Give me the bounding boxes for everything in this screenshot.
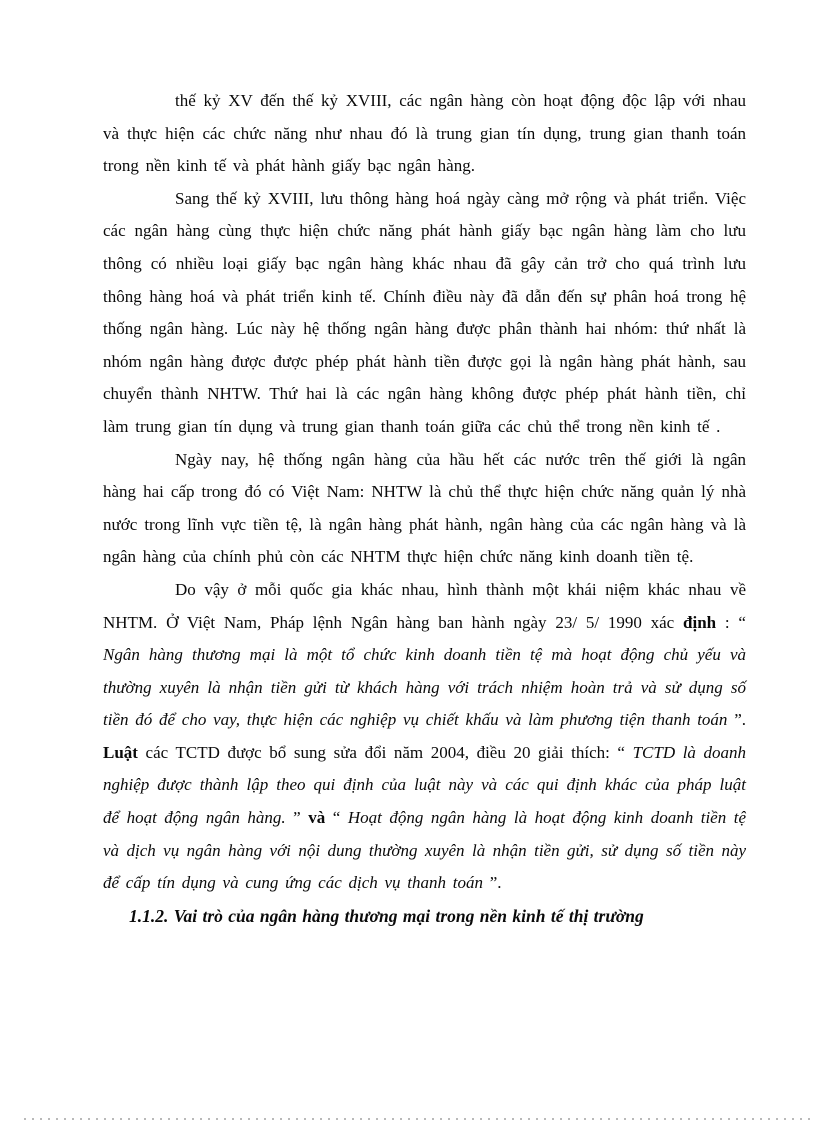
footer-dotted-line bbox=[24, 1118, 810, 1120]
paragraph-3 bbox=[103, 444, 746, 574]
text-segment-bold: và bbox=[308, 808, 326, 828]
text-segment-italic: Hoạt động ngân hàng là hoạt động kinh doanh tiền tệ và dịch vụ ngân hàng với nội dung thường xuyên là nhận tiền gửi, sử dụng số tiền này để cấp tín dụng và cung ứng các dịch vụ thanh toán bbox=[103, 808, 747, 893]
text-segment-italic: TCTD là doanh nghiệp được thành lập theo qui định của luật này và các qui định khác của pháp luật để hoạt động ngân hàng. bbox=[103, 742, 747, 828]
text-segment-normal: : “ bbox=[716, 612, 746, 632]
text-segment-normal: thế kỷ XV đến thế kỷ XVIII, các ngân hàng còn hoạt động độc lập với nhau và thực hiện các chức năng như nhau đó là trung gian tín dụng, trung gian thanh toán trong nền kinh tế và phát hành giấy bạc ngân hàng. bbox=[103, 91, 746, 176]
text-segment-bold-italic: 1.1.2. Vai trò của ngân hàng thương mại trong nền kinh tế thị trường bbox=[129, 905, 644, 926]
text-segment-normal: Sang thế kỷ XVIII, lưu thông hàng hoá ngày càng mở rộng và phát triển. Việc các ngân hàng cùng thực hiện chức năng phát hành giấy bạc ngân hàng làm cho lưu thông có nhiều loại giấy bạc ngân hàng khác nhau đã gây cản trở cho quá trình lưu thông hàng hoá và phát triển kinh tế. Chính điều này đã dẫn đến sự phân hoá trong hệ thống ngân hàng. Lúc này hệ thống ngân hàng được phân thành hai nhóm: thứ nhất là nhóm ngân hàng được được phép phát hành tiền được gọi là ngân hàng phát hành, sau chuyển thành NHTW. Thứ hai là các ngân hàng không được phép phát hành tiền, chỉ làm trung gian tín dụng và trung gian thanh toán giữa các chủ thể trong nền kinh tế . bbox=[103, 188, 746, 436]
text-segment-normal: Do vậy ở mỗi quốc gia khác nhau, hình thành một khái niệm khác nhau về NHTM. Ở Việt Nam, Pháp lệnh Ngân hàng ban hành ngày 23/ 5/ 1990 xác bbox=[103, 579, 746, 632]
document-content bbox=[103, 85, 746, 932]
text-segment-normal: ”. bbox=[489, 873, 502, 893]
paragraph-4 bbox=[103, 574, 746, 900]
text-segment-normal: “ bbox=[325, 808, 348, 828]
text-segment-normal: Ngày nay, hệ thống ngân hàng của hầu hết các nước trên thế giới là ngân hàng hai cấp trong đó có Việt Nam: NHTW là chủ thể thực hiện chức năng quản lý nhà nước trong lĩnh vực tiền tệ, là ngân hàng phát hành, ngân hàng của các ngân hàng và là ngân hàng của chính phủ còn các NHTM thực hiện chức năng kinh doanh tiền tệ. bbox=[103, 449, 746, 567]
text-segment-bold: định bbox=[683, 612, 717, 632]
text-segment-normal: ”. bbox=[734, 710, 746, 730]
paragraph-2 bbox=[103, 183, 746, 444]
text-segment-normal: các TCTD được bổ sung sửa đổi năm 2004, điều 20 giải thích: “ bbox=[137, 742, 633, 762]
paragraph-1 bbox=[103, 85, 746, 183]
heading-1-1-2 bbox=[103, 900, 746, 933]
text-segment-italic: Ngân hàng thương mại là một tổ chức kinh doanh tiền tệ mà hoạt động chủ yếu và thường xuyên là nhận tiền gửi từ khách hàng với trách nhiệm hoàn trả và sử dụng số tiền đó để cho vay, thực hiện các nghiệp vụ chiết khấu và làm phương tiện thanh toán bbox=[103, 645, 746, 730]
text-segment-bold: Luật bbox=[103, 742, 138, 762]
text-segment-normal: ” bbox=[293, 808, 309, 828]
